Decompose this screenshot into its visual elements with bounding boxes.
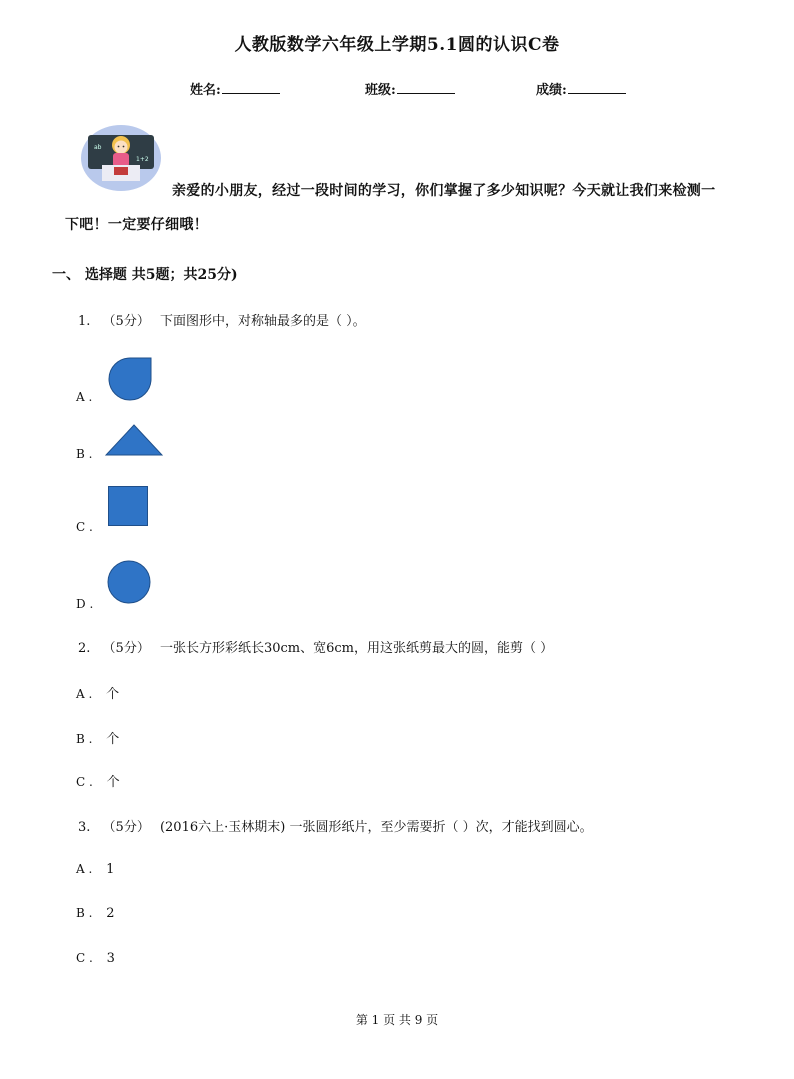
- question-score: （5分）: [102, 820, 150, 835]
- question-score: （5分）: [102, 314, 150, 329]
- intro-line-1: 亲爱的小朋友，经过一段时间的学习，你们掌握了多少知识呢？今天就让我们来检测一: [172, 183, 716, 199]
- option-value: 3: [106, 951, 115, 966]
- question-number: 3.: [78, 820, 91, 835]
- option-value: 个: [106, 687, 120, 702]
- option-letter: A: [76, 390, 85, 404]
- option-2c[interactable]: C . 个: [76, 775, 120, 790]
- option-2a[interactable]: A . 个: [76, 687, 120, 702]
- question-text: 一张长方形彩纸长30cm、宽6cm，用这张纸剪最大的圆，能剪（ ）: [159, 641, 554, 656]
- class-label: 班级:: [365, 83, 396, 98]
- option-value: 1: [106, 862, 115, 877]
- score-field: [536, 79, 626, 98]
- option-3c[interactable]: C . 3: [76, 951, 115, 966]
- question-2: [78, 637, 553, 656]
- option-letter: B: [76, 732, 85, 746]
- option-3a[interactable]: A . 1: [76, 862, 115, 877]
- option-1c[interactable]: C .: [76, 520, 93, 534]
- question-1: [78, 310, 366, 329]
- circle-shape-icon: [107, 560, 151, 608]
- score-label: 成绩:: [536, 83, 567, 98]
- option-2b[interactable]: B . 个: [76, 732, 120, 747]
- option-1b[interactable]: B .: [76, 447, 93, 461]
- option-letter: C: [76, 951, 86, 965]
- option-letter: B: [76, 447, 85, 461]
- question-text: 下面图形中，对称轴最多的是（ ）。: [159, 314, 366, 329]
- svg-text:ab: ab: [94, 144, 102, 151]
- svg-text:1+2: 1+2: [136, 156, 149, 163]
- option-letter: C: [76, 520, 86, 534]
- option-value: 个: [106, 732, 120, 747]
- triangle-shape-icon: [105, 424, 163, 460]
- question-score: （5分）: [102, 641, 150, 656]
- section-heading: 一、 选择题 共5题；共25分): [52, 267, 238, 283]
- intro-line-2: 下吧！一定要仔细哦！: [65, 217, 208, 233]
- option-value: 个: [106, 775, 120, 790]
- name-label: 姓名:: [190, 83, 221, 98]
- class-blank: [397, 82, 455, 94]
- option-value: 2: [106, 906, 115, 921]
- option-letter: A: [76, 862, 85, 876]
- question-text: (2016六上·玉林期末) 一张圆形纸片，至少需要折（ ）次，才能找到圆心。: [159, 820, 593, 835]
- score-blank: [568, 82, 626, 94]
- option-letter: A: [76, 687, 85, 701]
- option-letter: B: [76, 906, 85, 920]
- square-shape-icon: [108, 486, 148, 530]
- question-3: [78, 816, 593, 835]
- option-1d[interactable]: D .: [76, 597, 94, 611]
- student-illustration-icon: [80, 123, 162, 193]
- option-3b[interactable]: B . 2: [76, 906, 115, 921]
- page-title: 人教版数学六年级上学期5.1圆的认识C卷: [234, 35, 560, 55]
- page-number: 第 1 页 共 9 页: [355, 1013, 439, 1027]
- question-number: 1.: [78, 314, 91, 329]
- option-letter: C: [76, 775, 86, 789]
- question-number: 2.: [78, 641, 91, 656]
- name-field: [190, 79, 280, 98]
- option-1a[interactable]: A .: [76, 390, 93, 404]
- teardrop-shape-icon: [108, 357, 152, 405]
- name-blank: [222, 82, 280, 94]
- option-letter: D: [76, 597, 86, 611]
- class-field: [365, 79, 455, 98]
